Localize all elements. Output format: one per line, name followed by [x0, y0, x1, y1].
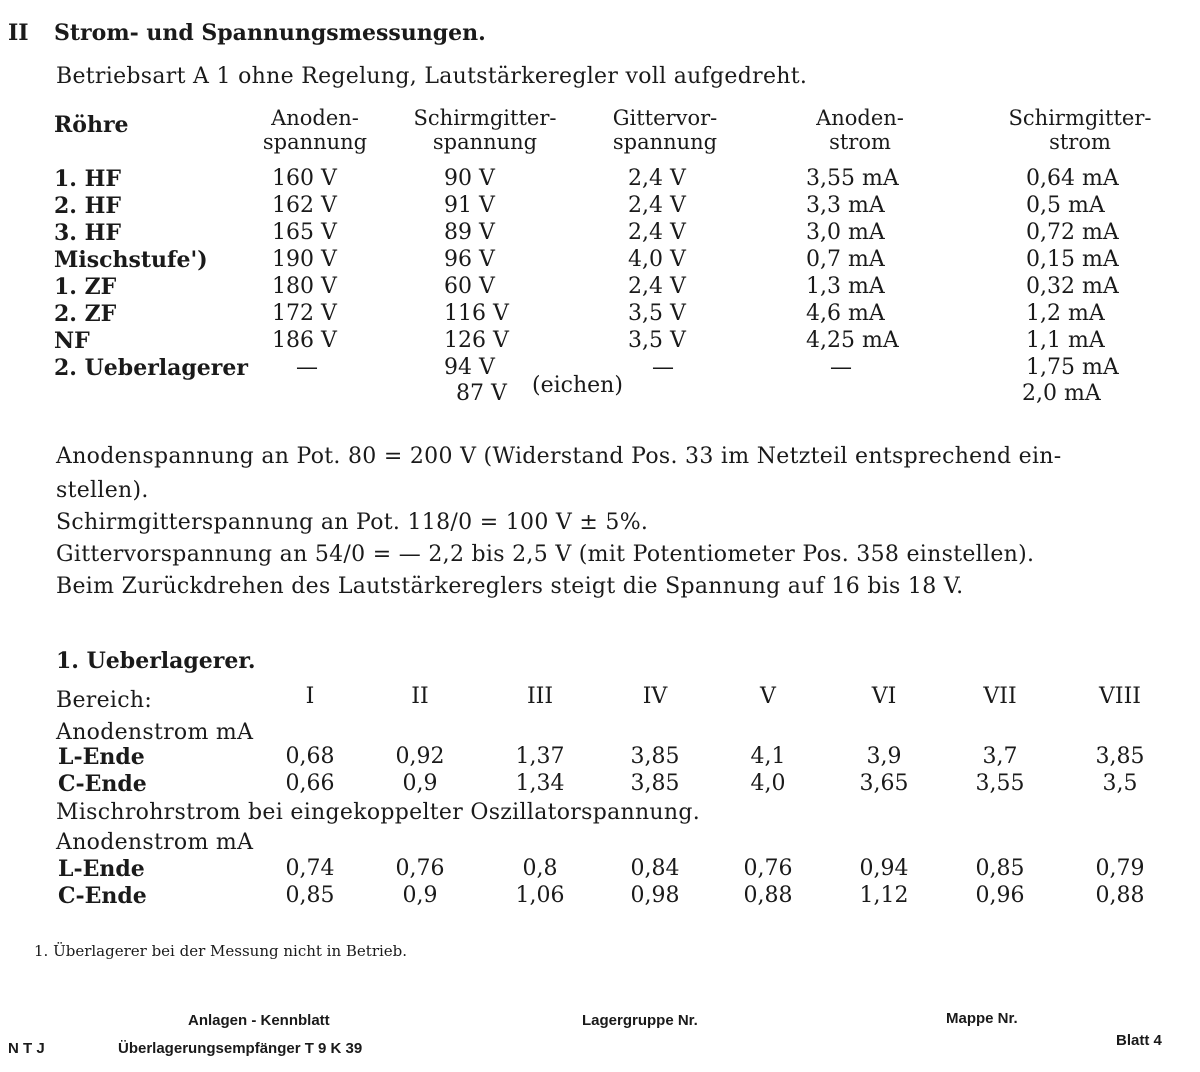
table-cell: 0,85: [285, 883, 335, 908]
mode-line: Betriebsart A 1 ohne Regelung, Lautstärkeregler voll aufgedreht.: [56, 64, 808, 89]
header-line: Gittervor-: [612, 106, 718, 130]
header-line: spannung: [612, 130, 718, 154]
table-cell: 90 V: [444, 166, 495, 191]
table-cell: 0,9: [402, 771, 438, 796]
row-label: C-Ende: [58, 883, 147, 909]
range-header: VIII: [1099, 684, 1141, 709]
table-cell: 190 V: [272, 247, 337, 272]
table-cell: 0,66: [285, 771, 335, 796]
footer-lagergruppe: Lagergruppe Nr.: [582, 1012, 698, 1029]
row-label: L-Ende: [58, 744, 145, 770]
table-cell: 91 V: [444, 193, 495, 218]
footer-title-2: Überlagerungsempfänger T 9 K 39: [118, 1040, 363, 1057]
table-cell: 1,37: [515, 744, 565, 769]
section-number: II: [8, 20, 29, 46]
table-cell: —: [830, 355, 852, 380]
footer-code: N T J: [8, 1040, 45, 1057]
footer-title-1: Anlagen - Kennblatt: [188, 1012, 330, 1029]
header-line: Anoden-: [816, 106, 904, 130]
header-schirmgitterstrom: [990, 106, 1170, 154]
table-cell: 0,32 mA: [1026, 274, 1119, 299]
table-cell: 165 V: [272, 220, 337, 245]
note-line-4: Beim Zurückdrehen des Lautstärkereglers steigt die Spannung auf 16 bis 18 V.: [56, 574, 964, 599]
table-cell: 3,85: [1095, 744, 1145, 769]
table-cell: 4,0: [750, 771, 786, 796]
range-header: II: [411, 684, 429, 709]
footer-mappe: Mappe Nr.: [946, 1010, 1018, 1027]
table-cell: 4,25 mA: [806, 328, 899, 353]
header-line: Schirmgitter-: [1008, 106, 1152, 130]
note-line-2: Schirmgitterspannung an Pot. 118/0 = 100 V ± 5%.: [56, 510, 649, 535]
table-cell: 1,1 mA: [1026, 328, 1105, 353]
row-label: 1. HF: [54, 166, 122, 192]
table-cell: 3,65: [859, 771, 909, 796]
table-cell: 4,1: [750, 744, 786, 769]
range-label: Bereich:: [56, 688, 153, 713]
table-cell: 3,55 mA: [806, 166, 899, 191]
row-label: 2. HF: [54, 193, 122, 219]
table-cell: 0,92: [395, 744, 445, 769]
table-cell: 2,4 V: [628, 166, 686, 191]
table-cell: 3,9: [866, 744, 902, 769]
table-cell: 2,4 V: [628, 274, 686, 299]
table-cell: 180 V: [272, 274, 337, 299]
table-cell: 126 V: [444, 328, 509, 353]
table-cell: 1,3 mA: [806, 274, 885, 299]
table-cell: 116 V: [444, 301, 509, 326]
table-cell: 0,72 mA: [1026, 220, 1119, 245]
range-header: V: [760, 684, 776, 709]
table-cell: —: [652, 355, 674, 380]
row-label: C-Ende: [58, 771, 147, 797]
table-cell: 1,34: [515, 771, 565, 796]
range-header: III: [526, 684, 554, 709]
table-cell: 3,5 V: [628, 328, 686, 353]
table-cell: 172 V: [272, 301, 337, 326]
extra-current: 2,0 mA: [1022, 381, 1101, 406]
extra-value: 87 V: [456, 381, 507, 406]
table-cell: 0,5 mA: [1026, 193, 1105, 218]
range-header: VI: [871, 684, 897, 709]
table-cell: 0,8: [522, 856, 558, 881]
header-line: spannung: [262, 130, 368, 154]
header-line: strom: [1049, 130, 1111, 154]
table-cell: 186 V: [272, 328, 337, 353]
table-cell: 1,2 mA: [1026, 301, 1105, 326]
table-cell: 89 V: [444, 220, 495, 245]
table-cell: 3,7: [982, 744, 1018, 769]
table-cell: 1,75 mA: [1026, 355, 1119, 380]
table-cell: 3,5 V: [628, 301, 686, 326]
table-cell: 162 V: [272, 193, 337, 218]
range-header: VII: [983, 684, 1017, 709]
note-line-1: Anodenspannung an Pot. 80 = 200 V (Widerstand Pos. 33 im Netzteil entsprechend ein-: [56, 444, 1062, 469]
extra-note: (eichen): [532, 373, 623, 398]
header-gittervorspannung: [590, 106, 740, 154]
footer-blatt: Blatt 4: [1116, 1032, 1162, 1049]
group2-label: Anodenstrom mA: [56, 830, 254, 855]
table-cell: 3,55: [975, 771, 1025, 796]
row-label: Mischstufe'): [54, 247, 208, 273]
table-cell: 60 V: [444, 274, 495, 299]
table-cell: 2,4 V: [628, 193, 686, 218]
table-cell: 0,64 mA: [1026, 166, 1119, 191]
table-cell: 0,96: [975, 883, 1025, 908]
header-line: strom: [829, 130, 891, 154]
header-anodenspannung: [250, 106, 380, 154]
header-line: Anoden-: [271, 106, 359, 130]
table-cell: 1,06: [515, 883, 565, 908]
row-label: NF: [54, 328, 90, 354]
footnote: 1. Überlagerer bei der Messung nicht in Betrieb.: [34, 942, 408, 960]
header-anodenstrom: [790, 106, 930, 154]
row-label: 3. HF: [54, 220, 122, 246]
table-cell: 0,76: [395, 856, 445, 881]
section-title: Strom- und Spannungsmessungen.: [54, 20, 486, 46]
table-cell: 1,12: [859, 883, 909, 908]
note-line-3: Gittervorspannung an 54/0 = — 2,2 bis 2,5 V (mit Potentiometer Pos. 358 einstellen).: [56, 542, 1035, 567]
table-cell: 0,7 mA: [806, 247, 885, 272]
header-roehre: Röhre: [54, 112, 129, 138]
table-cell: 0,88: [743, 883, 793, 908]
row-label: 2. Ueberlagerer: [54, 355, 248, 381]
table-cell: 3,0 mA: [806, 220, 885, 245]
table-cell: 3,5: [1102, 771, 1138, 796]
table-cell: 3,85: [630, 771, 680, 796]
table-cell: 0,94: [859, 856, 909, 881]
table-cell: 0,88: [1095, 883, 1145, 908]
table-cell: 0,84: [630, 856, 680, 881]
table-cell: —: [296, 355, 318, 380]
table-cell: 160 V: [272, 166, 337, 191]
table-cell: 0,74: [285, 856, 335, 881]
section2-title: 1. Ueberlagerer.: [56, 648, 256, 674]
range-header: IV: [642, 684, 668, 709]
row-label: 1. ZF: [54, 274, 117, 300]
table-cell: 0,85: [975, 856, 1025, 881]
header-line: Schirmgitter-: [413, 106, 557, 130]
table-cell: 96 V: [444, 247, 495, 272]
table-cell: 0,15 mA: [1026, 247, 1119, 272]
mix-line: Mischrohrstrom bei eingekoppelter Oszillatorspannung.: [56, 800, 701, 825]
header-schirmgitterspannung: [400, 106, 570, 154]
row-label: 2. ZF: [54, 301, 117, 327]
group1-label: Anodenstrom mA: [56, 720, 254, 745]
range-header: I: [305, 684, 315, 709]
table-cell: 0,68: [285, 744, 335, 769]
table-cell: 3,85: [630, 744, 680, 769]
table-cell: 0,79: [1095, 856, 1145, 881]
table-cell: 3,3 mA: [806, 193, 885, 218]
table-cell: 94 V: [444, 355, 495, 380]
table-cell: 2,4 V: [628, 220, 686, 245]
table-cell: 0,9: [402, 883, 438, 908]
table-cell: 4,0 V: [628, 247, 686, 272]
note-line-1b: stellen).: [56, 478, 149, 503]
table-cell: 0,98: [630, 883, 680, 908]
table-cell: 0,76: [743, 856, 793, 881]
row-label: L-Ende: [58, 856, 145, 882]
header-line: spannung: [432, 130, 538, 154]
table-cell: 4,6 mA: [806, 301, 885, 326]
